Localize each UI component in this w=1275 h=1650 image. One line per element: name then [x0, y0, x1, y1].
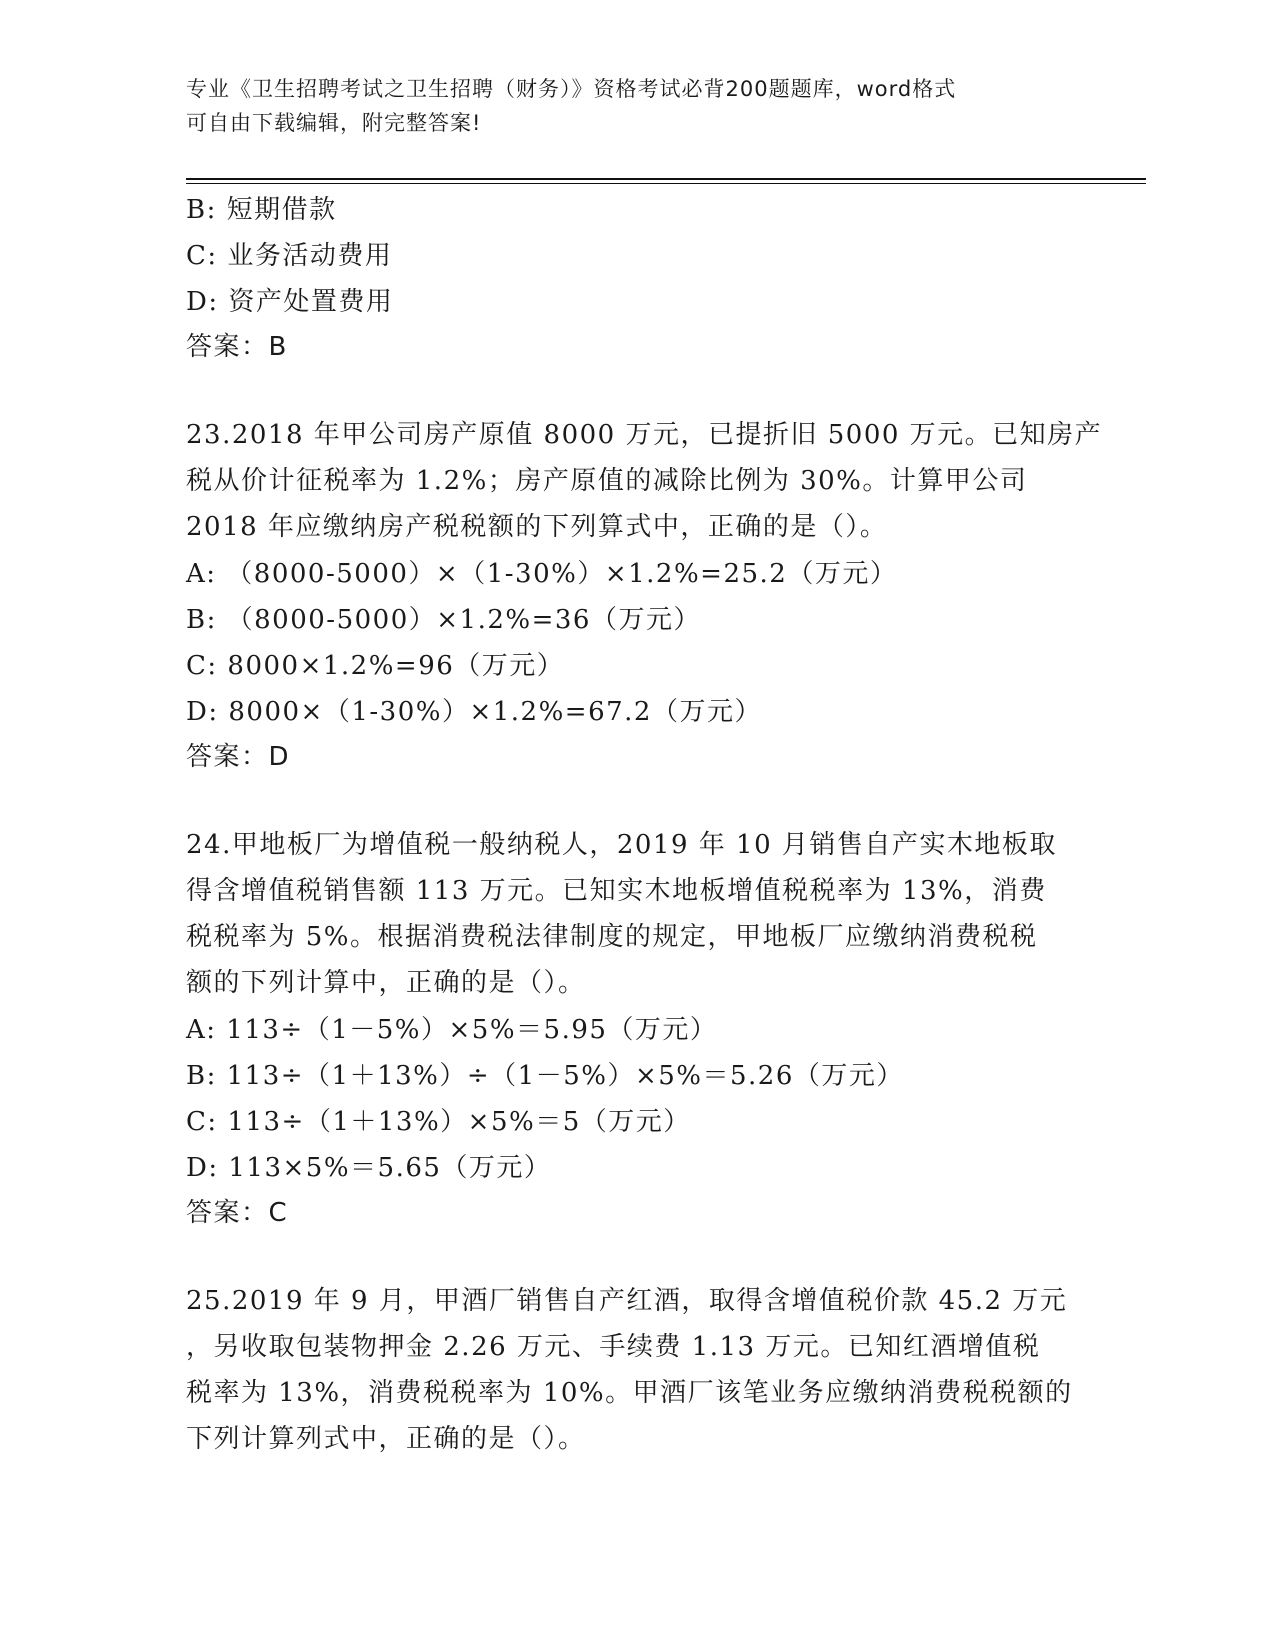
- option-d: D: 8000×（1-30%）×1.2%=67.2（万元）: [186, 697, 762, 727]
- header-rule-thin: [186, 183, 1146, 184]
- question-24: [186, 823, 1086, 1235]
- question-text-line: 25.2019 年 9 月，甲酒厂销售自产红酒，取得含增值税价款 45.2 万元: [186, 1286, 1068, 1316]
- question-23: [186, 413, 1103, 779]
- option-a: A: 113÷（1－5%）×5%＝5.95（万元）: [186, 1015, 718, 1045]
- header-line-1: 专业《卫生招聘考试之卫生招聘（财务）》资格考试必背200题题库，word格式: [186, 77, 957, 101]
- option-b: B: （8000-5000）×1.2%=36（万元）: [186, 605, 701, 635]
- answer-line: 答案：B: [186, 332, 288, 362]
- question-text-line: 24.甲地板厂为增值税一般纳税人，2019 年 10 月销售自产实木地板取: [186, 830, 1057, 860]
- option-d: D: 113×5%＝5.65（万元）: [186, 1153, 552, 1183]
- option-a: A: （8000-5000）×（1-30%）×1.2%=25.2（万元）: [186, 559, 898, 589]
- document-body: [186, 187, 1103, 1463]
- question-text-line: 2018 年应缴纳房产税税额的下列算式中，正确的是（）。: [186, 512, 888, 542]
- option-d: D: 资产处置费用: [186, 287, 394, 317]
- question-text-line: ，另收取包装物押金 2.26 万元、手续费 1.13 万元。已知红酒增值税: [186, 1332, 1041, 1362]
- question-text-line: 额的下列计算中，正确的是（）。: [186, 968, 586, 998]
- question-text-line: 得含增值税销售额 113 万元。已知实木地板增值税税率为 13%，消费: [186, 876, 1047, 906]
- question-text-line: 税税率为 5%。根据消费税法律制度的规定，甲地板厂应缴纳消费税税: [186, 922, 1038, 952]
- question-text-line: 23.2018 年甲公司房产原值 8000 万元，已提折旧 5000 万元。已知房产: [186, 420, 1103, 450]
- question-25: [186, 1279, 1086, 1463]
- question-text-line: 税从价计征税率为 1.2%；房产原值的减除比例为 30%。计算甲公司: [186, 466, 1028, 496]
- option-b: B: 短期借款: [186, 195, 337, 225]
- option-b: B: 113÷（1＋13%）÷（1－5%）×5%＝5.26（万元）: [186, 1061, 904, 1091]
- answer-line: 答案：C: [186, 1198, 289, 1228]
- option-c: C: 业务活动费用: [186, 241, 393, 271]
- question-text-line: 税率为 13%，消费税税率为 10%。甲酒厂该笔业务应缴纳消费税税额的: [186, 1378, 1073, 1408]
- option-c: C: 113÷（1＋13%）×5%＝5（万元）: [186, 1107, 691, 1137]
- question-text-line: 下列计算列式中，正确的是（）。: [186, 1424, 586, 1454]
- prev-question: [186, 187, 1086, 369]
- option-c: C: 8000×1.2%=96（万元）: [186, 651, 565, 681]
- answer-line: 答案：D: [186, 742, 291, 772]
- header-line-2: 可自由下载编辑，附完整答案!: [186, 111, 482, 135]
- header-rule-thick: [186, 178, 1146, 180]
- page-header: [186, 72, 1086, 140]
